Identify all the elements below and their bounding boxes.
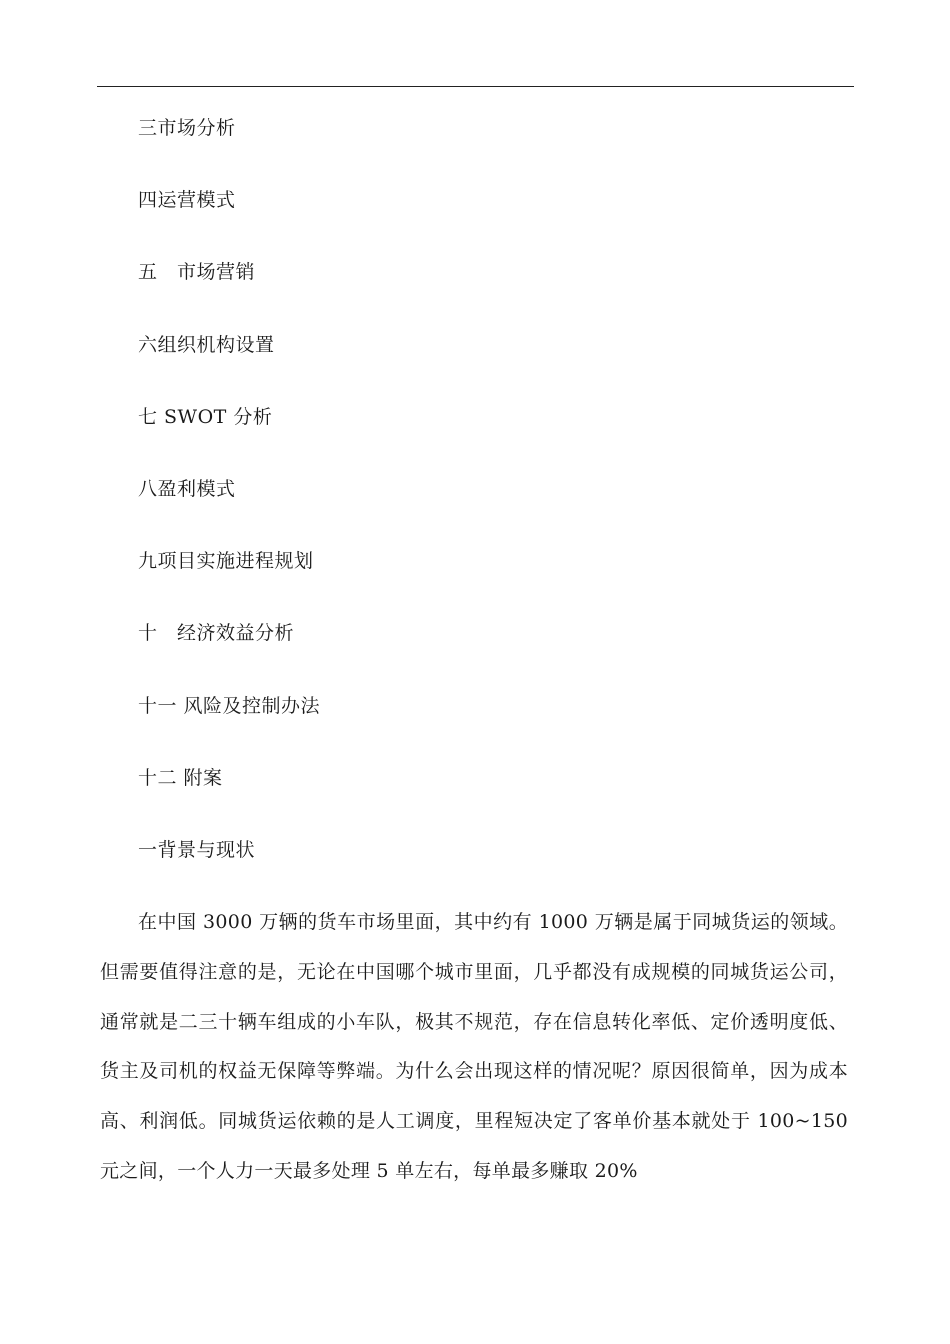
section-heading-background: 一背景与现状 [138, 838, 256, 861]
toc-item-market-analysis: 三市场分析 [138, 117, 236, 139]
toc-item-swot: 七 SWOT 分析 [138, 405, 273, 428]
toc-item-economic-analysis: 十 经济效益分析 [138, 622, 295, 645]
toc-item-operation-mode: 四运营模式 [138, 189, 236, 212]
toc-item-schedule: 九项目实施进程规划 [138, 550, 314, 573]
toc-item-profit-model: 八盈利模式 [138, 477, 236, 500]
toc-item-marketing: 五 市场营销 [138, 261, 256, 284]
toc-item-risk-control: 十一 风险及控制办法 [138, 694, 321, 717]
toc-item-organization: 六组织机构设置 [138, 333, 275, 356]
table-of-contents [138, 110, 838, 904]
header-rule [97, 86, 854, 87]
toc-item-appendix: 十二 附案 [138, 766, 223, 789]
body-paragraph: 在中国 3000 万辆的货车市场里面，其中约有 1000 万辆是属于同城货运的领域。但需要值得注意的是，无论在中国哪个城市里面，几乎都没有成规模的同城货运公司，通常就是二三十辆车组成的小车队，极其不规范，存在信息转化率低、定价透明度低、货主及司机的权益无保障等弊端。为什么会出现这样的情况呢？原因很简单，因为成本高、利润低。同城货运依赖的是人工调度，里程短决定了客单价基本就处于 100~150 元之间，一个人力一天最多处理 5 单左右，每单最多赚取 20% [100, 911, 848, 1182]
